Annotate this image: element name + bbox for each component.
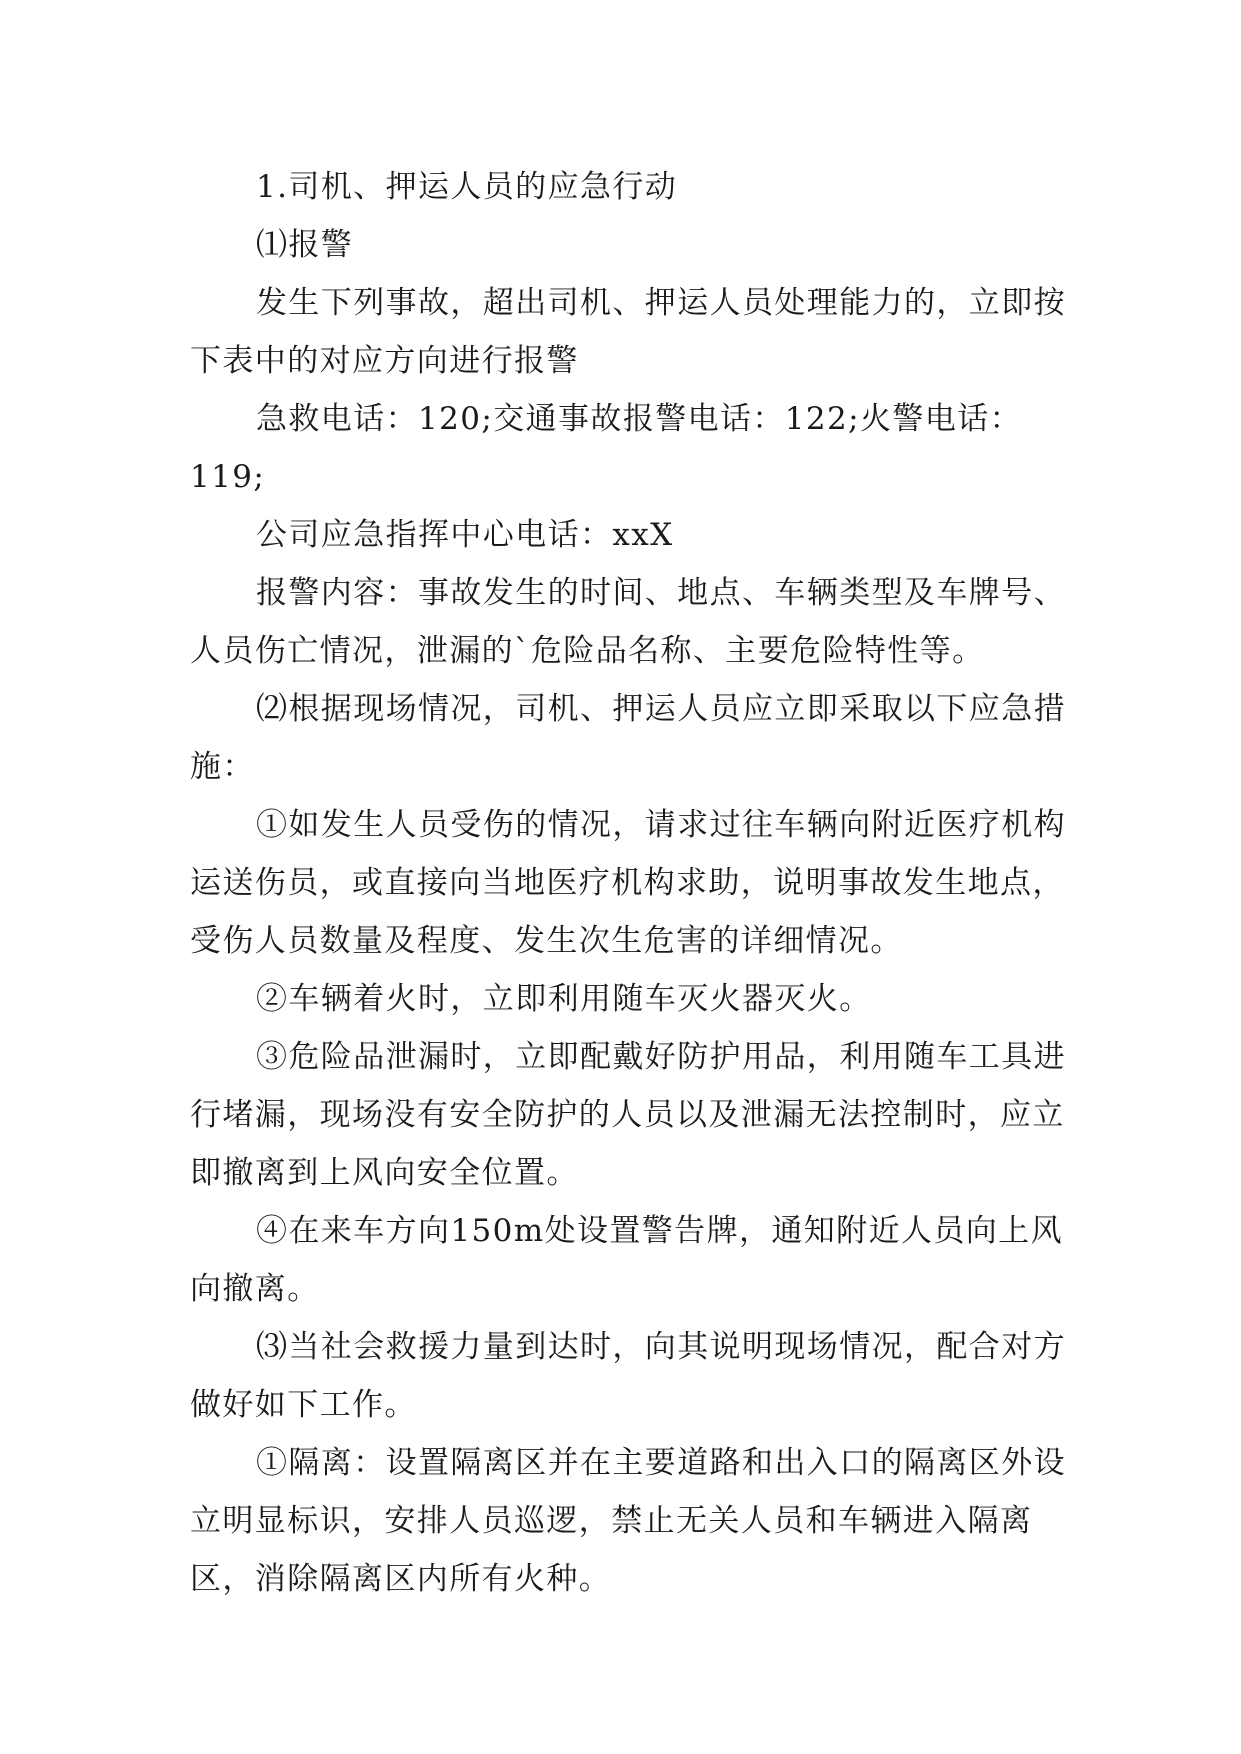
paragraph: 公司应急指挥中心电话：xxX: [256, 517, 674, 553]
paragraph: 急救电话：120;交通事故报警电话：122;火警电话：119;: [190, 401, 1023, 495]
subsection-heading: ⑶当社会救援力量到达时，向其说明现场情况，配合对方做好如下工作。: [190, 1329, 1066, 1423]
subsection-heading: ⑴报警: [256, 227, 354, 263]
subsection-heading: ⑵根据现场情况，司机、押运人员应立即采取以下应急措施：: [190, 691, 1066, 785]
paragraph: 报警内容：事故发生的时间、地点、车辆类型及车牌号、人员伤亡情况，泄漏的`危险品名称、主要危险特性等。: [190, 575, 1066, 669]
list-item: ④在来车方向150m处设置警告牌，通知附近人员向上风向撤离。: [190, 1213, 1063, 1307]
list-item: ②车辆着火时，立即利用随车灭火器灭火。: [256, 981, 872, 1017]
list-item: ①隔离：设置隔离区并在主要道路和出入口的隔离区外设立明显标识，安排人员巡逻，禁止无关人员和车辆进入隔离区，消除隔离区内所有火种。: [190, 1445, 1066, 1597]
section-heading: 1.司机、押运人员的应急行动: [256, 169, 678, 205]
document-body: [190, 158, 1070, 1608]
list-item: ③危险品泄漏时，立即配戴好防护用品，利用随车工具进行堵漏，现场没有安全防护的人员以及泄漏无法控制时，应立即撤离到上风向安全位置。: [190, 1039, 1066, 1191]
list-item: ①如发生人员受伤的情况，请求过往车辆向附近医疗机构运送伤员，或直接向当地医疗机构求助，说明事故发生地点，受伤人员数量及程度、发生次生危害的详细情况。: [190, 807, 1066, 959]
paragraph: 发生下列事故，超出司机、押运人员处理能力的，立即按下表中的对应方向进行报警: [190, 285, 1066, 379]
